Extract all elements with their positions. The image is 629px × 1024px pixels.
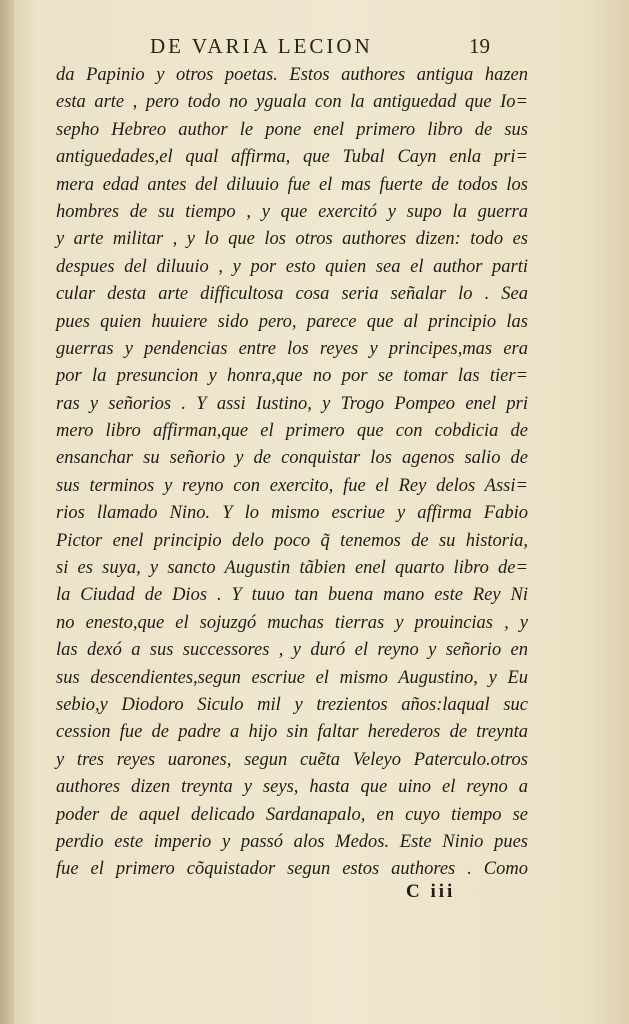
text-line: sepho Hebreo author le pone enel primero libro de sus [56, 119, 528, 140]
text-line: las dexó a sus successores , y duró el reyno y señorio en [56, 640, 528, 661]
text-line: antiguedades,el qual affirma, que Tubal Cayn enla pri= [56, 147, 528, 168]
text-line: pues quien huuiere sido pero, parece que al principio las [56, 311, 528, 332]
text-line: sebio,y Diodoro Siculo mil y trezientos años:laqual suc [56, 694, 528, 715]
text-line: authores dizen treynta y seys, hasta que uino el reyno a [56, 777, 528, 798]
text-line: ras y señorios . Y assi Iustino, y Trogo Pompeo enel pri [56, 393, 528, 414]
text-line: sus descendientes,segun escriue el mismo Augustino, y Eu [56, 667, 528, 688]
text-line: Pictor enel principio delo poco q̃ tenemos de su historia, [56, 530, 528, 551]
body-text [56, 62, 528, 884]
text-line: esta arte , pero todo no yguala con la antiguedad que Io= [56, 92, 528, 113]
text-line: sus terminos y reyno con exercito, fue el Rey delos Assi= [56, 475, 528, 496]
text-line: despues del diluuio , y por esto quien sea el author parti [56, 256, 528, 277]
text-line: ensanchar su señorio y de conquistar los agenos salio de [56, 448, 528, 469]
text-line: fue el primero cõquistador segun estos authores . Como [56, 859, 528, 880]
text-line: da Papinio y otros poetas. Estos authores antigua hazen [56, 65, 528, 85]
text-line: guerras y pendencias entre los reyes y principes,mas era [56, 338, 528, 359]
text-line: y arte militar , y lo que los otros authores dizen: todo es [56, 229, 528, 250]
text-line: la Ciudad de Dios . Y tuuo tan buena mano este Rey Ni [56, 585, 528, 606]
text-line: cular desta arte difficultosa cosa seria señalar lo . Sea [56, 284, 528, 305]
text-line: por la presuncion y honra,que no por se tomar las tier= [56, 366, 528, 387]
text-line: mera edad antes del diluuio fue el mas fuerte de todos los [56, 174, 528, 195]
text-line: si es suya, y sancto Augustin tãbien enel quarto libro de= [56, 558, 528, 579]
text-line: cession fue de padre a hijo sin faltar herederos de treynta [56, 722, 528, 743]
running-title: DE VARIA LECION [150, 34, 373, 58]
text-line: y tres reyes uarones, segun cuẽta Veleyo Paterculo.otros [56, 749, 528, 770]
text-line: perdio este imperio y passó alos Medos. Este Ninio pues [56, 831, 528, 852]
text-line: hombres de su tiempo , y que exercitó y supo la guerra [56, 201, 528, 222]
text-line: no enesto,que el sojuzgó muchas tierras y prouincias , y [56, 612, 528, 633]
text-line: poder de aquel delicado Sardanapalo, en cuyo tiempo se [56, 804, 528, 825]
text-line: mero libro affirman,que el primero que con cobdicia de [56, 421, 528, 442]
page-header [150, 34, 490, 60]
text-line: rios llamado Nino. Y lo mismo escriue y affirma Fabio [56, 503, 528, 524]
signature-mark: C iii [406, 881, 456, 902]
page-number: 19 [469, 34, 490, 58]
page-binding-shadow [0, 0, 14, 1024]
